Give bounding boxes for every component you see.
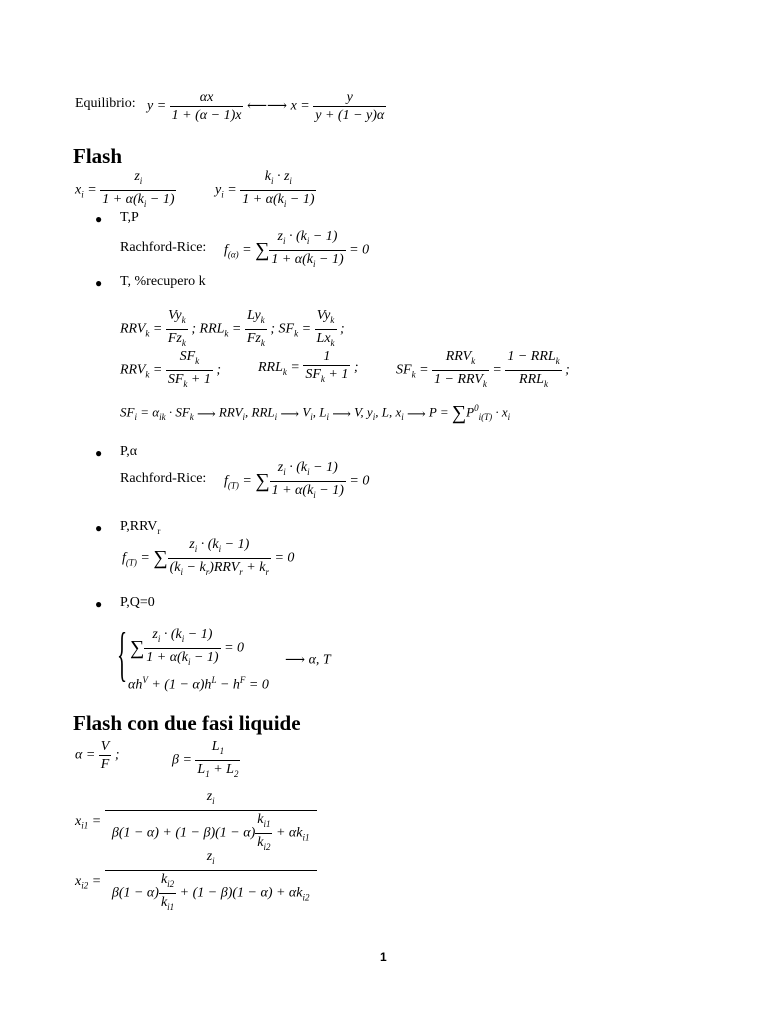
bullet-dot: ● bbox=[95, 212, 103, 226]
two-liquid-alpha: α = $\frac{V}{F}$ ; bbox=[75, 739, 120, 772]
two-liquid-beta: β = $\frac{L_1}{L_1 + L_2}$ bbox=[172, 739, 239, 779]
bullet-dot: ● bbox=[95, 276, 103, 290]
flash-xi-formula: $x_i$ = $\frac{z_i}{1 + \alpha(k_i - 1)}$ bbox=[75, 169, 175, 209]
bullet-dot: ● bbox=[95, 521, 103, 535]
bullet-tp: T,P bbox=[120, 210, 139, 225]
bullet-p-rrv-subscript: r bbox=[157, 525, 161, 536]
p-q-system-eq2: $\alpha h^V + (1 - \alpha)h^L - h^F = 0$ bbox=[128, 675, 269, 693]
page-number: 1 bbox=[380, 950, 387, 964]
p-q-system-result: ⟶ α, T bbox=[285, 652, 331, 668]
bullet-p-rrv bbox=[120, 519, 160, 536]
p-rrv-formula: $f_{(T)}$ = ∑ $\frac{z_i \cdot (k_i - 1)}{(k_i - k_r)RRV_r + k_r}$ = 0 bbox=[122, 537, 295, 577]
rachford-rice-formula-1: $f_{(\alpha)}$ = ∑ $\frac{z_i \cdot (k_i - 1)}{1 + \alpha(k_i - 1)}$ = 0 bbox=[224, 229, 370, 269]
system-brace: { bbox=[117, 621, 128, 687]
two-liquid-xi1: $x_{i1}$ = $z_i$ β(1 − α) + (1 − β)(1 − α) $\frac{k_{i1}}{k_{i2}}$ + $\alpha k_{i1}$ bbox=[75, 788, 317, 855]
recovery-chain-formula: $SF_i = \alpha_{ik} \cdot SF_k$ ⟶ $RRV_i$, $RRL_i$ ⟶ $V_i$, $L_i$ ⟶ V, $y_i$, L, $x_i$ ⟶ $P = \sum P^0_{i(T)} \cdot x_i$ bbox=[120, 402, 511, 424]
recovery-relations-2: $RRL_k$ = $\frac{1}{SF_k + 1}$ ; bbox=[258, 349, 359, 384]
bullet-t-recovery: T, %recupero k bbox=[120, 274, 206, 289]
rachford-rice-formula-2: $f_{(T)}$ = ∑ $\frac{z_i \cdot (k_i - 1)}{1 + \alpha(k_i - 1)}$ = 0 bbox=[224, 460, 370, 500]
recovery-relations-1: $RRV_k$ = $\frac{SF_k}{SF_k + 1}$ ; bbox=[120, 349, 222, 389]
section-heading-flash: Flash bbox=[73, 144, 123, 168]
bullet-p-rrv-label: P,RRV bbox=[120, 519, 158, 534]
recovery-definitions-row: $RRV_k$ = $\frac{Vy_k}{Fz_k}$ ; $RRL_k$ = $\frac{Ly_k}{Fz_k}$ ; $SF_k$ = $\frac{Vy_k}{Lx_k}$ ; bbox=[120, 308, 345, 348]
equilibrium-label: Equilibrio: bbox=[75, 96, 136, 111]
flash-yi-formula: $y_i$ = $\frac{k_i \cdot z_i}{1 + \alpha(k_i - 1)}$ bbox=[215, 169, 315, 209]
bullet-dot: ● bbox=[95, 597, 103, 611]
p-q-system-eq1: ∑ $\frac{z_i \cdot (k_i - 1)}{1 + \alpha(k_i - 1)}$ = 0 bbox=[130, 627, 245, 667]
bullet-dot: ● bbox=[95, 446, 103, 460]
bullet-p-alpha: P,α bbox=[120, 444, 138, 459]
rachford-rice-label-2: Rachford-Rice: bbox=[120, 471, 207, 486]
section-heading-two-liquid: Flash con due fasi liquide bbox=[73, 711, 301, 735]
equilibrium-formula: y = $\frac{\alpha x}{1 + (\alpha - 1)x}$ ⟵⟶ x = $\frac{y}{y + (1 - y)\alpha}$ bbox=[147, 90, 385, 123]
bullet-p-q: P,Q=0 bbox=[120, 595, 155, 610]
rachford-rice-label-1: Rachford-Rice: bbox=[120, 240, 207, 255]
two-liquid-xi2: $x_{i2}$ = $z_i$ β(1 − α) $\frac{k_{i2}}{k_{i1}}$ + $(1 - \beta)(1 - \alpha) + \alpha k_{i2}$ bbox=[75, 848, 317, 915]
recovery-relations-3: $SF_k$ = $\frac{RRV_k}{1 - RRV_k}$ = $\frac{1 - RRL_k}{RRL_k}$ ; bbox=[396, 349, 570, 389]
